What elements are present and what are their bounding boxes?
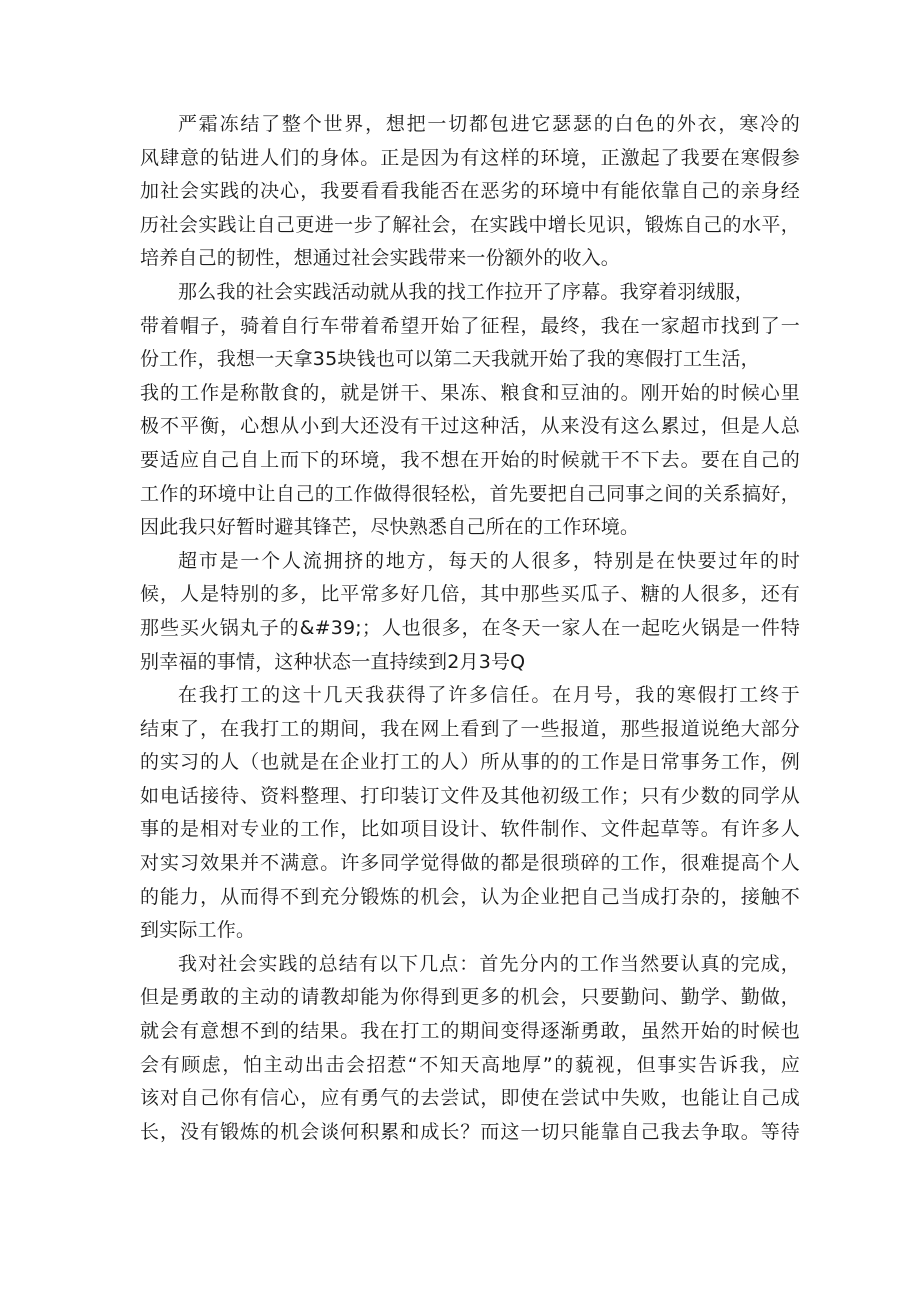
text-line: 如电话接待、资料整理、打印装订文件及其他初级工作；只有少数的同学从: [140, 784, 800, 807]
text-line: 份工作，我想一天拿35块钱也可以第二天我就开始了我的寒假打工生活，: [140, 348, 760, 371]
text-line: 那些买火锅丸子的&#39;；人也很多，在冬天一家人在一起吃火锅是一件特: [140, 616, 800, 639]
text-line: 加社会实践的决心，我要看看我能否在恶劣的环境中有能依靠自己的亲身经: [140, 180, 800, 203]
text-line: 该对自己你有信心，应有勇气的去尝试，即使在尝试中失败，也能让自己成: [140, 1087, 800, 1110]
text-line: 培养自己的韧性，想通过社会实践带来一份额外的收入。: [140, 247, 621, 270]
text-line: 的能力，从而得不到充分锻炼的机会，认为企业把自己当成打杂的，接触不: [140, 885, 800, 908]
text-line: 事的是相对专业的工作，比如项目设计、软件制作、文件起草等。有许多人: [140, 818, 800, 841]
text-line: 但是勇敢的主动的请教却能为你得到更多的机会，只要勤问、勤学、勤做，: [140, 986, 800, 1009]
paragraph: [140, 108, 800, 276]
text-line: 历社会实践让自己更进一步了解社会，在实践中增长见识，锻炼自己的水平，: [140, 213, 800, 236]
text-line: 带着帽子，骑着自行车带着希望开始了征程，最终，我在一家超市找到了一: [140, 314, 800, 337]
text-line: 要适应自己自上而下的环境，我不想在开始的时候就干不下去。要在自己的: [140, 448, 800, 471]
text-line: 结束了，在我打工的期间，我在网上看到了一些报道，那些报道说绝大部分: [140, 717, 800, 740]
text-line: 因此我只好暂时避其锋芒，尽快熟悉自己所在的工作环境。: [140, 516, 640, 539]
text-line: 我的工作是称散食的，就是饼干、果冻、粮食和豆油的。刚开始的时候心里: [140, 381, 800, 404]
paragraph: [140, 545, 800, 679]
text-line: 风肆意的钻进人们的身体。正是因为有这样的环境，正激起了我要在寒假参: [140, 146, 800, 169]
text-line: 我对社会实践的总结有以下几点：首先分内的工作当然要认真的完成，: [178, 952, 800, 975]
text-line: 极不平衡，心想从小到大还没有干过这种活，从来没有这么累过，但是人总: [140, 415, 800, 438]
text-line: 严霜冻结了整个世界，想把一切都包进它瑟瑟的白色的外衣，寒冷的: [178, 113, 800, 135]
text-line: 那么我的社会实践活动就从我的找工作拉开了序幕。我穿着羽绒服，: [178, 280, 755, 303]
text-line: 在我打工的这十几天我获得了许多信任。在月号，我的寒假打工终于: [178, 684, 800, 707]
text-line: 候，人是特别的多，比平常多好几倍，其中那些买瓜子、糖的人很多，还有: [140, 583, 800, 606]
text-line: 到实际工作。: [140, 919, 256, 942]
paragraph: [140, 679, 800, 948]
text-line: 就会有意想不到的结果。我在打工的期间变得逐渐勇敢，虽然开始的时候也: [140, 1020, 800, 1043]
text-line: 工作的环境中让自己的工作做得很轻松，首先要把自己同事之间的关系搞好，: [140, 482, 800, 505]
text-line: 对实习效果并不满意。许多同学觉得做的都是很琐碎的工作，很难提高个人: [140, 852, 800, 875]
document-body: [140, 108, 800, 1149]
text-line: 会有顾虑，怕主动出击会招惹“不知天高地厚”的藐视，但事实告诉我，应: [140, 1053, 800, 1076]
text-line: 的实习的人（也就是在企业打工的人）所从事的的工作是日常事务工作，例: [140, 751, 800, 774]
text-line: 长，没有锻炼的机会谈何积累和成长？而这一切只能靠自己我去争取。等待: [140, 1120, 800, 1143]
paragraph: [140, 948, 800, 1150]
text-line: 别幸福的事情，这种状态一直持续到2月3号Q: [140, 650, 526, 673]
paragraph: [140, 276, 800, 545]
text-line: 超市是一个人流拥挤的地方，每天的人很多，特别是在快要过年的时: [178, 549, 800, 572]
